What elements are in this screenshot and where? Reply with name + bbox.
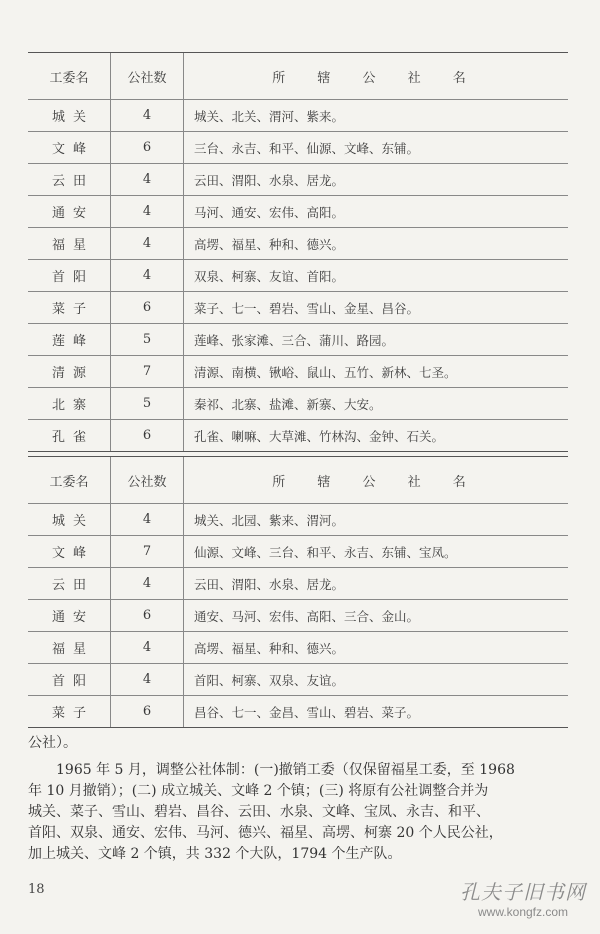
commune-count: 7 [110,356,184,387]
commune-table-2 [28,456,568,728]
committee-name: 通安 [51,610,94,625]
table-row [28,260,568,292]
table-row [28,228,568,260]
table-row [28,324,568,356]
header-communes: 所 辖 公 社 名 [272,474,480,490]
commune-count: 4 [110,164,184,195]
committee-name: 城关 [51,110,94,125]
commune-list: 城关、北关、渭河、紫来。 [194,108,345,124]
commune-list: 云田、渭阳、水泉、居龙。 [194,576,345,592]
commune-list: 马河、通安、宏伟、高阳。 [194,204,345,220]
commune-list: 云田、渭阳、水泉、居龙。 [194,172,345,188]
commune-count: 6 [110,600,184,631]
watermark [460,876,586,919]
table-row [28,356,568,388]
table-row [28,132,568,164]
text-line: 公社）。 [28,735,77,751]
committee-name: 云田 [51,174,94,189]
page-number: 18 [28,882,45,897]
commune-list: 昌谷、七一、金昌、雪山、碧岩、菜子。 [194,704,420,720]
commune-list: 城关、北园、紫来、渭河。 [194,512,345,528]
table-row [28,388,568,420]
committee-name: 首阳 [51,674,94,689]
commune-list: 高塄、福星、种和、德兴。 [194,236,345,252]
commune-list: 首阳、柯寨、双泉、友谊。 [194,672,345,688]
header-committee: 工委名 [49,70,89,86]
table-row [28,536,568,568]
commune-count: 6 [110,696,184,727]
header-count: 公社数 [110,53,184,99]
table-row [28,100,568,132]
commune-count: 4 [110,196,184,227]
commune-count: 4 [110,228,184,259]
commune-list: 莲峰、张家滩、三合、蒲川、路园。 [194,332,395,348]
committee-name: 文峰 [51,142,94,157]
table-row [28,196,568,228]
commune-count: 5 [110,324,184,355]
commune-list: 菜子、七一、碧岩、雪山、金星、昌谷。 [194,300,420,316]
commune-count: 4 [110,260,184,291]
committee-name: 菜子 [51,706,94,721]
text-line: 年 10 月撤销）；(二) 成立城关、文峰 2 个镇；(三) 将原有公社调整合并为 [28,783,489,799]
commune-count: 4 [110,100,184,131]
commune-list: 秦祁、北寨、盐滩、新寨、大安。 [194,396,382,412]
header-committee: 工委名 [49,474,89,490]
table-row [28,504,568,536]
commune-list: 清源、南横、锹峪、鼠山、五竹、新林、七圣。 [194,364,457,380]
table-header [28,53,568,100]
committee-name: 孔雀 [51,430,94,445]
watermark-url: www.kongfz.com [477,905,569,919]
committee-name: 首阳 [51,270,94,285]
commune-count: 4 [110,568,184,599]
commune-count: 4 [110,632,184,663]
watermark-title: 孔夫子旧书网 [460,880,586,904]
commune-count: 7 [110,536,184,567]
committee-name: 云田 [51,578,94,593]
commune-count: 4 [110,504,184,535]
table-row [28,664,568,696]
text-line: 城关、菜子、雪山、碧岩、昌谷、云田、水泉、文峰、宝凤、永吉、和平、 [28,804,490,820]
committee-name: 文峰 [51,546,94,561]
table-row [28,164,568,196]
commune-list: 双泉、柯寨、友谊、首阳。 [194,268,345,284]
header-count: 公社数 [110,457,184,503]
committee-name: 城关 [51,514,94,529]
table-row [28,632,568,664]
text-line: 加上城关、文峰 2 个镇，共 332 个大队，1794 个生产队。 [28,846,402,862]
committee-name: 福星 [51,238,94,253]
commune-count: 6 [110,420,184,451]
commune-count: 5 [110,388,184,419]
text-line: 首阳、双泉、通安、宏伟、马河、德兴、福星、高塄、柯寨 20 个人民公社， [28,825,503,841]
commune-list: 通安、马河、宏伟、高阳、三合、金山。 [194,608,420,624]
committee-name: 通安 [51,206,94,221]
table-header [28,457,568,504]
commune-list: 孔雀、喇嘛、大草滩、竹林沟、金钟、石关。 [194,428,445,444]
commune-count: 6 [110,292,184,323]
commune-list: 高塄、福星、种和、德兴。 [194,640,345,656]
table-row [28,696,568,727]
table-row [28,292,568,324]
committee-name: 北寨 [51,398,94,413]
commune-list: 仙源、文峰、三台、和平、永吉、东铺、宝凤。 [194,544,457,560]
table-row [28,568,568,600]
commune-count: 6 [110,132,184,163]
table-row [28,600,568,632]
commune-table-1 [28,52,568,452]
commune-list: 三台、永吉、和平、仙源、文峰、东铺。 [194,140,420,156]
commune-count: 4 [110,664,184,695]
table-row [28,420,568,451]
header-communes: 所 辖 公 社 名 [272,70,480,86]
committee-name: 清源 [51,366,94,381]
committee-name: 菜子 [51,302,94,317]
committee-name: 莲峰 [51,334,94,349]
text-line: 1965 年 5 月，调整公社体制：(一)撤销工委（仅保留福星工委，至 1968 [56,762,515,778]
body-text [28,733,573,865]
committee-name: 福星 [51,642,94,657]
